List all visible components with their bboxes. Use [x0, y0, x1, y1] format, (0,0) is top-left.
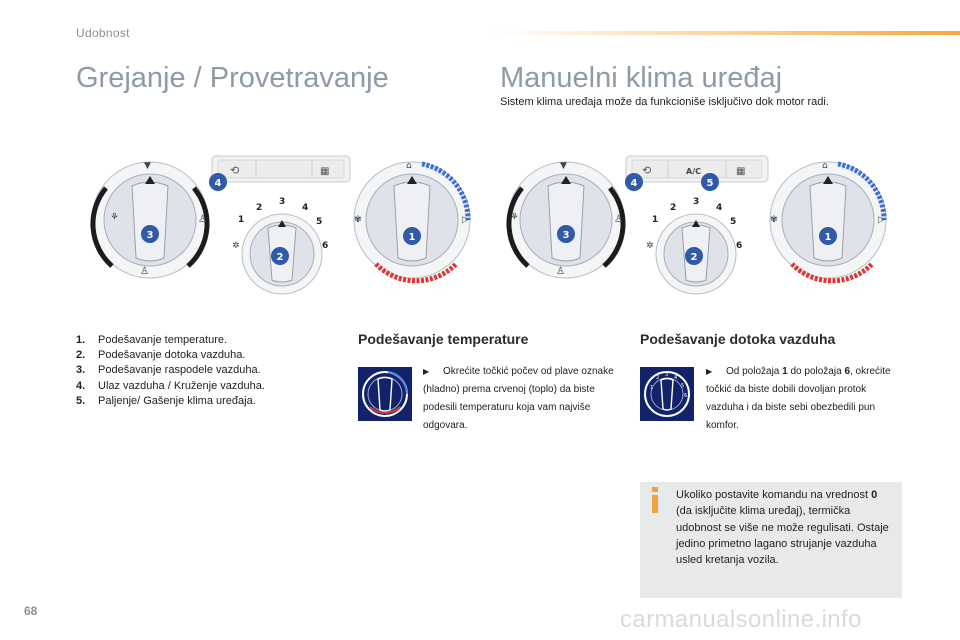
fan-knob-icon: [640, 367, 694, 421]
fan-scale-2: 2: [256, 203, 263, 213]
marker-3: 3: [146, 230, 154, 241]
header-accent-bar: [492, 31, 960, 35]
face-vent-icon: ♙: [198, 214, 207, 225]
fan-scale-3: 3: [693, 197, 700, 207]
fan-scale-4: 4: [302, 203, 309, 213]
rear-defrost-icon: ▦: [320, 166, 330, 177]
fan-scale-4: 4: [716, 203, 723, 213]
marker-2: 2: [690, 252, 698, 263]
page-title-left: Grejanje / Provetravanje: [76, 62, 389, 94]
legend-item: 5. Paljenje/ Gašenje klima uređaja.: [76, 394, 256, 407]
marker-3: 3: [562, 230, 570, 241]
windshield-icon: ⚘: [110, 212, 119, 223]
marker-4: 4: [630, 178, 638, 189]
watermark: carmanualsonline.info: [620, 606, 862, 633]
legend-item: 4. Ulaz vazduha / Kruženje vazduha.: [76, 379, 265, 392]
legend-list: [76, 333, 265, 409]
fan-scale-6: 6: [736, 241, 743, 251]
marker-1: 1: [408, 232, 416, 243]
fan-scale-3: 3: [279, 197, 286, 207]
face-vent-icon: ♙: [614, 214, 623, 225]
ac-panel-illustration: [496, 148, 916, 298]
fan-off-icon: ✲: [232, 241, 240, 251]
foot-vent-icon: ♙: [140, 266, 149, 277]
svg-text:2: 2: [656, 375, 660, 381]
svg-text:6: 6: [684, 393, 688, 399]
air-intake-icon: ⌂: [406, 161, 412, 171]
arrow-bullet-icon: ▶: [706, 367, 713, 376]
subtitle-right: Sistem klima uređaja može da funkcioniše isključivo dok motor radi.: [500, 96, 829, 108]
marker-4: 4: [214, 178, 222, 189]
legend-item: 3. Podešavanje raspodele vazduha.: [76, 364, 261, 377]
ac-label: A/C: [686, 167, 701, 176]
legend-item: 2. Podešavanje dotoka vazduha.: [76, 349, 246, 362]
marker-5: 5: [706, 178, 714, 189]
cold-icon: ▷: [878, 215, 885, 225]
recirculation-icon: ⟲: [230, 164, 240, 177]
temperature-heading: Podešavanje temperature: [358, 331, 529, 347]
temperature-knob-icon: [358, 367, 412, 421]
svg-text:4: 4: [674, 375, 678, 381]
fan-off-icon: ✲: [646, 241, 654, 251]
fan-scale-1: 1: [238, 215, 245, 225]
foot-vent-icon: ♙: [556, 266, 565, 277]
cold-icon: ▷: [462, 215, 469, 225]
heat-icon: ✾: [770, 215, 778, 225]
info-icon: [648, 486, 662, 514]
recirculation-icon: ⟲: [642, 164, 652, 177]
windshield-icon: ⚘: [510, 212, 519, 223]
rear-defrost-icon: ▦: [736, 166, 746, 177]
svg-text:1: 1: [650, 385, 654, 391]
fan-scale-5: 5: [316, 217, 323, 227]
fan-scale-1: 1: [652, 215, 659, 225]
section-label: Udobnost: [76, 26, 130, 40]
defrost-icon: ▼: [560, 161, 567, 171]
airflow-heading: Podešavanje dotoka vazduha: [640, 331, 836, 347]
air-intake-icon: ⌂: [822, 161, 828, 171]
marker-1: 1: [824, 232, 832, 243]
fan-scale-6: 6: [322, 241, 329, 251]
fan-scale-5: 5: [730, 217, 737, 227]
heating-panel-illustration: [76, 148, 496, 298]
airflow-instruction: ▶ Od položaja 1 do položaja 6, okrećite točkić da biste dobili dovoljan protok vazduha i da biste sebi obezbedili pun komfor.: [706, 363, 906, 435]
page-number: 68: [24, 604, 38, 618]
heat-icon: ✾: [354, 215, 362, 225]
page-title-right: Manuelni klima uređaj: [500, 62, 783, 94]
defrost-icon: ▼: [144, 161, 151, 171]
arrow-bullet-icon: ▶: [423, 367, 430, 376]
air-distribution-knob[interactable]: [508, 162, 624, 278]
temperature-knob[interactable]: [770, 162, 886, 281]
info-text: Ukoliko postavite komandu na vrednost 0 (da isključite klima uređaj), termička udobnost se više ne može regulisati. Ostaje jedino primetno lagano strujanje vazduha usled kretanja vozila.: [676, 489, 889, 567]
svg-text:3: 3: [665, 372, 669, 378]
marker-2: 2: [276, 252, 284, 263]
temperature-knob[interactable]: [354, 162, 470, 281]
legend-item: 1. Podešavanje temperature.: [76, 334, 228, 346]
fan-scale-2: 2: [670, 203, 677, 213]
svg-text:5: 5: [681, 383, 685, 389]
temperature-instruction: ▶ Okrećite točkić počev od plave oznake (hladno) prema crvenoj (toplo) da biste podesili temperaturu koja vam najviše odgovara.: [423, 363, 621, 435]
